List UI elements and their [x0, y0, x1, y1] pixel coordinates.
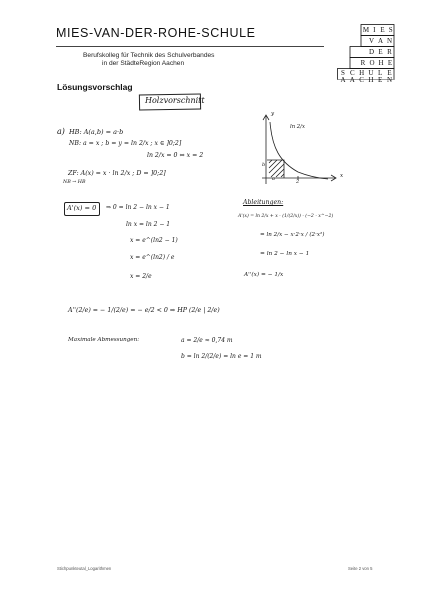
logo-letter: C: [349, 69, 355, 77]
derivative-2: A''(x) = − 1/x: [244, 272, 284, 278]
school-name: MIES-VAN-DER-ROHE-SCHULE: [56, 26, 256, 40]
ln-curve: [270, 122, 328, 179]
result-b: b = ln 2/(2/e) = ln e = 1 m: [181, 353, 262, 360]
sketch-x-label: x: [340, 173, 344, 179]
solve-step-2: ln x = ln 2 − 1: [126, 221, 171, 228]
derivatives-title: Ableitungen:: [243, 199, 284, 206]
sketch-tick-label: 2: [296, 179, 300, 185]
logo-letter: H: [378, 59, 384, 67]
school-subtitle-line1: Berufskolleg für Technik des Schulverbandes: [83, 52, 215, 59]
solution-heading: Holzvorschnitt: [145, 96, 205, 105]
section-title: Lösungsvorschlag: [57, 82, 133, 92]
derivative-zero-condition: A'(x) = 0: [67, 204, 97, 212]
logo-letter: E: [387, 59, 393, 67]
logo-letter: A: [377, 37, 384, 45]
logo-letter: I: [373, 26, 376, 34]
logo-letter: S: [388, 26, 393, 34]
logo-letter: N: [386, 76, 393, 84]
logo-letter: D: [368, 48, 375, 56]
school-logo: [337, 24, 395, 82]
solve-step-3: x = e^(ln2 − 1): [130, 237, 178, 244]
sketch-y-label: y: [271, 111, 275, 117]
logo-letter: R: [387, 48, 392, 56]
part-a-label: a): [57, 127, 65, 136]
logo-letter: R: [360, 59, 366, 67]
header-divider: [56, 46, 324, 47]
derivative-1: A'(x) = ln 2/x + x · (1/(2/x)) · (−2 · x^−2): [238, 214, 334, 219]
logo-letter: N: [386, 37, 393, 45]
side-condition: NB: a = x ; b = y = ln 2/x ; x ∈ ]0;2]: [69, 140, 182, 147]
logo-letter: C: [359, 76, 364, 84]
sketch-b-label: b: [262, 162, 266, 168]
logo-letter: E: [378, 48, 383, 56]
logo-letter: L: [378, 69, 383, 77]
logo-letter: H: [359, 69, 365, 77]
footer-filename: Stichpunkteutal_Logarithmen: [57, 566, 112, 571]
logo-letter: E: [380, 26, 385, 34]
sketch-a-label: a: [272, 176, 275, 182]
school-subtitle-line2: in der StädteRegion Aachen: [102, 60, 185, 67]
main-condition: HB: A(a,b) = a·b: [69, 128, 124, 136]
logo-letter: U: [368, 69, 374, 77]
function-sketch: [258, 110, 338, 190]
derivative-1-final: = ln 2 − ln x − 1: [260, 251, 310, 257]
solve-step-4: x = e^(ln2) / e: [130, 254, 175, 261]
solve-step-5: x = 2/e: [130, 273, 152, 280]
logo-letter: S: [341, 69, 345, 77]
side-condition-zero: ln 2/x = 0 ⇔ x = 2: [147, 152, 204, 159]
logo-letter: E: [378, 76, 383, 84]
logo-letter: M: [362, 26, 370, 34]
target-function: ZF: A(x) = x · ln 2/x ; D = ]0;2]: [68, 170, 166, 177]
hatched-rectangle: [267, 160, 284, 178]
result-label: Maximale Abmessungen:: [68, 337, 140, 343]
result-a: a = 2/e ≈ 0,74 m: [181, 337, 233, 344]
derivative-1-simplified: = ln 2/x − x·2·x / (2·x²): [260, 232, 325, 238]
sketch-curve-label: ln 2/x: [290, 124, 305, 130]
solve-step-1: ⇒ 0 = ln 2 − ln x − 1: [106, 204, 170, 211]
logo-letter: V: [368, 37, 375, 45]
target-function-note: NB → HB: [63, 180, 86, 185]
logo-letter: E: [387, 69, 392, 77]
logo-letter: A: [340, 76, 346, 84]
footer-page-number: Seite 2 von 5: [348, 566, 373, 571]
logo-letter: O: [369, 59, 375, 67]
logo-letter: A: [349, 76, 355, 84]
logo-letter: H: [368, 76, 374, 84]
second-derivative-check: A''(2/e) = − 1/(2/e) = − e/2 < 0 ⇒ HP (2/e | 2/e): [68, 307, 220, 314]
